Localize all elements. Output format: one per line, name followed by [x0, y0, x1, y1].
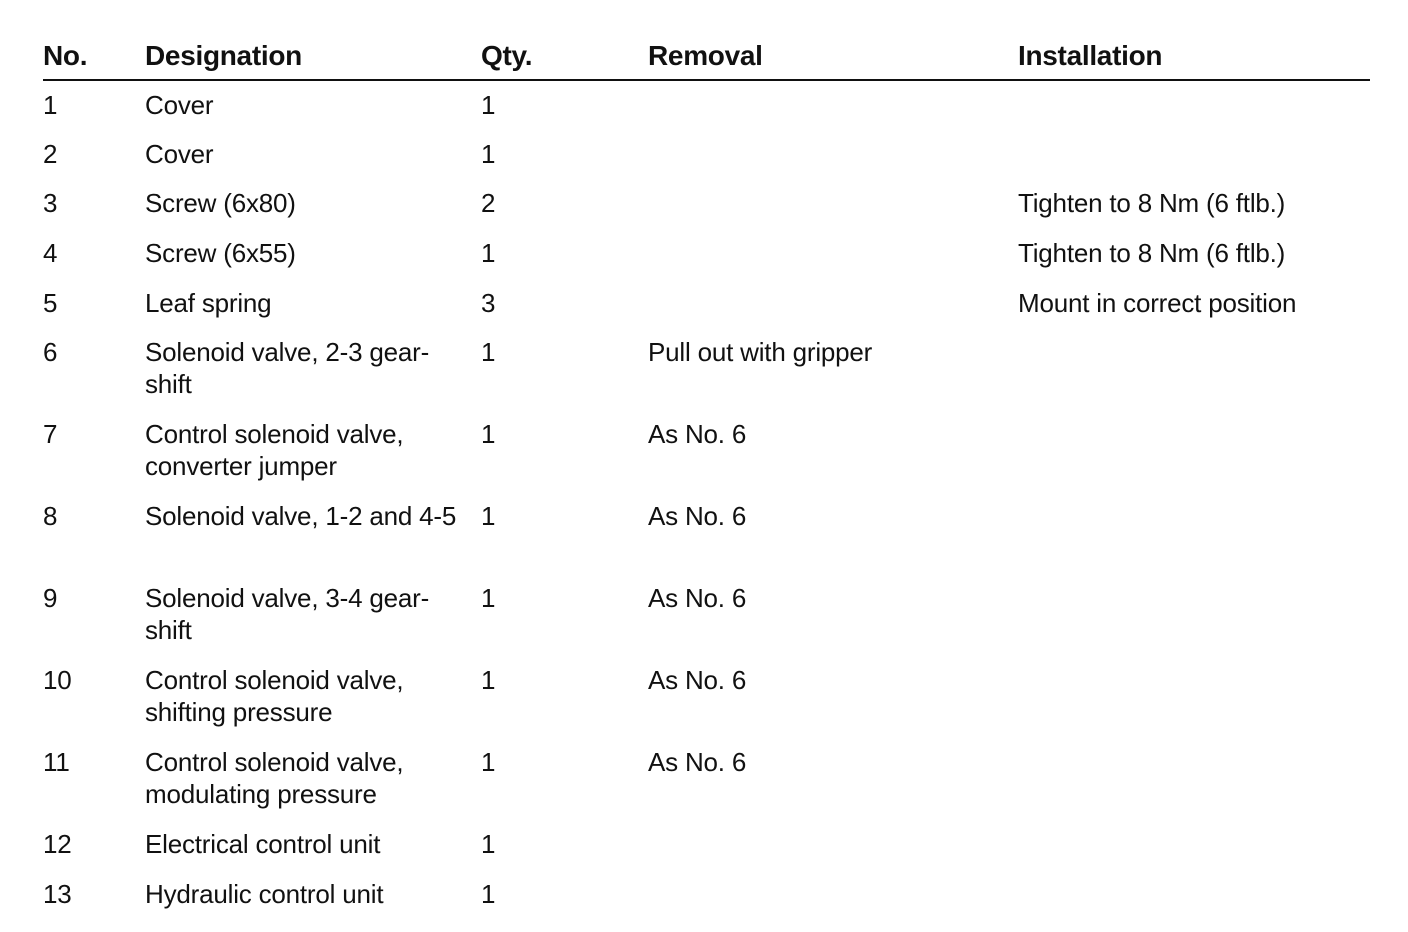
cell-designation: Electrical control unit [145, 829, 381, 860]
parts-table [43, 34, 1370, 920]
table-row [43, 328, 1370, 410]
cell-designation: Solenoid valve, 3-4 gear-shift [145, 583, 430, 646]
cell-qty: 1 [481, 138, 496, 169]
cell-removal [648, 229, 1018, 279]
cell-qty: 1 [481, 419, 496, 450]
header-row [43, 34, 1370, 80]
cell-no: 10 [43, 665, 72, 696]
cell-qty: 1 [481, 337, 496, 368]
cell-removal [648, 820, 1018, 870]
cell-qty: 2 [481, 188, 496, 219]
cell-qty: 3 [481, 287, 496, 318]
cell-installation [1018, 492, 1370, 574]
table-row [43, 130, 1370, 180]
header-no: No. [43, 34, 145, 80]
cell-removal: Pull out with gripper [648, 337, 873, 368]
cell-no: 4 [43, 238, 58, 269]
cell-removal: As No. 6 [648, 419, 747, 450]
cell-no: 3 [43, 188, 58, 219]
cell-removal: As No. 6 [648, 747, 747, 778]
cell-designation: Hydraulic control unit [145, 879, 384, 910]
cell-qty: 1 [481, 501, 496, 532]
cell-installation: Mount in correct position [1018, 287, 1297, 318]
cell-installation: Tighten to 8 Nm (6 ftlb.) [1018, 188, 1286, 219]
cell-installation [1018, 410, 1370, 492]
cell-removal: As No. 6 [648, 501, 747, 532]
table-row [43, 492, 1370, 574]
header-qty: Qty. [481, 34, 648, 80]
cell-qty: 1 [481, 879, 496, 910]
table-row [43, 279, 1370, 329]
cell-removal: As No. 6 [648, 665, 747, 696]
cell-no: 1 [43, 90, 58, 120]
header-designation: Designation [145, 34, 481, 80]
header-removal: Removal [648, 34, 1018, 80]
cell-no: 11 [43, 747, 70, 778]
cell-installation [1018, 130, 1370, 180]
table-row [43, 229, 1370, 279]
cell-installation [1018, 870, 1370, 920]
cell-installation [1018, 80, 1370, 130]
cell-installation [1018, 820, 1370, 870]
cell-no: 7 [43, 419, 58, 450]
table-row [43, 870, 1370, 920]
cell-no: 2 [43, 138, 58, 169]
cell-no: 6 [43, 337, 58, 368]
cell-designation: Cover [145, 90, 214, 120]
table-row [43, 410, 1370, 492]
cell-installation [1018, 738, 1370, 820]
table-row [43, 820, 1370, 870]
cell-designation: Cover [145, 138, 214, 169]
cell-removal [648, 80, 1018, 130]
cell-qty: 1 [481, 665, 496, 696]
cell-removal [648, 130, 1018, 180]
cell-designation: Leaf spring [145, 287, 272, 318]
cell-designation: Control solenoid valve, converter jumper [145, 419, 404, 482]
cell-designation: Solenoid valve, 1-2 and 4-5 [145, 501, 457, 532]
cell-installation: Tighten to 8 Nm (6 ftlb.) [1018, 238, 1286, 269]
cell-designation: Screw (6x55) [145, 238, 296, 269]
cell-qty: 1 [481, 829, 496, 860]
cell-qty: 1 [481, 90, 496, 120]
cell-designation: Control solenoid valve, modulating pressure [145, 747, 404, 810]
cell-installation [1018, 574, 1370, 656]
cell-designation: Control solenoid valve, shifting pressure [145, 665, 404, 728]
cell-no: 8 [43, 501, 58, 532]
table-row [43, 179, 1370, 229]
cell-no: 12 [43, 829, 72, 860]
table-row [43, 80, 1370, 130]
cell-installation [1018, 328, 1370, 410]
table-header [43, 34, 1370, 80]
cell-qty: 1 [481, 747, 496, 778]
table-row [43, 656, 1370, 738]
cell-removal: As No. 6 [648, 583, 747, 614]
cell-no: 9 [43, 583, 58, 614]
cell-removal [648, 179, 1018, 229]
cell-qty: 1 [481, 583, 496, 614]
cell-installation [1018, 656, 1370, 738]
cell-no: 5 [43, 287, 58, 318]
cell-no: 13 [43, 879, 72, 910]
table-body [43, 80, 1370, 920]
header-installation: Installation [1018, 34, 1370, 80]
table-row [43, 738, 1370, 820]
cell-designation: Solenoid valve, 2-3 gear-shift [145, 337, 430, 400]
table-row [43, 574, 1370, 656]
cell-designation: Screw (6x80) [145, 188, 296, 219]
cell-removal [648, 279, 1018, 329]
cell-removal [648, 870, 1018, 920]
cell-qty: 1 [481, 238, 496, 269]
